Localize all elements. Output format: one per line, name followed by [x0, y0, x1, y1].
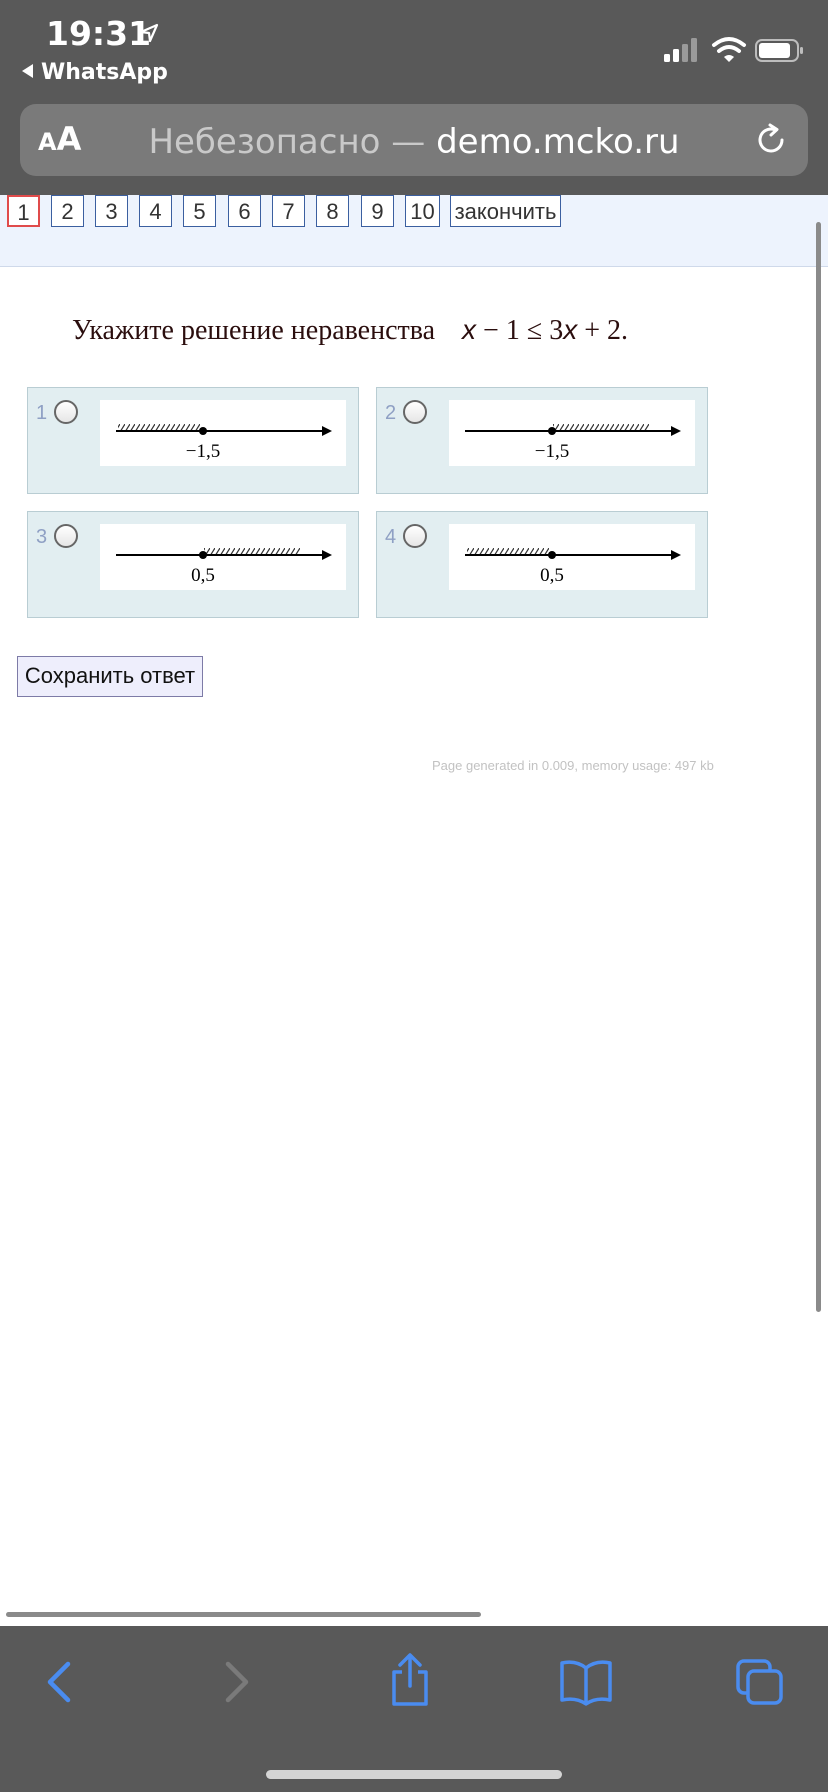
vertical-scrollbar[interactable]	[816, 222, 821, 1312]
question-link-8[interactable]: 8	[316, 195, 349, 227]
question-link-4[interactable]: 4	[139, 195, 172, 227]
tabs-icon[interactable]	[734, 1658, 786, 1706]
finish-link[interactable]: закончить	[450, 195, 561, 227]
question-link-2[interactable]: 2	[51, 195, 84, 227]
url-text[interactable]	[20, 122, 808, 162]
answer-option-4[interactable]	[376, 511, 708, 618]
question-prompt: Укажите решение неравенства	[72, 315, 436, 346]
location-arrow-icon	[138, 22, 160, 44]
reader-text-size-button[interactable]: AA	[38, 120, 82, 158]
home-indicator[interactable]	[266, 1770, 562, 1779]
horizontal-scrollbar[interactable]	[6, 1612, 481, 1617]
question-nav-strip	[0, 195, 828, 267]
share-icon[interactable]	[386, 1652, 434, 1708]
option-number: 2	[385, 402, 397, 424]
status-time: 19:31	[46, 14, 152, 53]
number-line-image	[100, 524, 346, 590]
status-icons	[662, 36, 804, 64]
question-link-7[interactable]: 7	[272, 195, 305, 227]
question-link-10[interactable]: 10	[405, 195, 440, 227]
domain-label: demo.mcko.ru	[436, 122, 680, 162]
save-answer-button[interactable]: Сохранить ответ	[17, 656, 203, 697]
back-triangle-icon	[22, 64, 33, 78]
svg-text:0,5: 0,5	[540, 565, 564, 586]
browser-bottom-toolbar	[0, 1626, 828, 1792]
browser-top-bar	[0, 0, 828, 195]
battery-icon	[756, 40, 803, 61]
svg-text:−1,5: −1,5	[185, 441, 221, 462]
cellular-signal-icon	[664, 38, 697, 62]
answer-option-1[interactable]	[27, 387, 359, 494]
forward-arrow-icon[interactable]	[216, 1658, 256, 1706]
option-radio[interactable]	[403, 524, 427, 548]
back-app-label: WhatsApp	[41, 60, 168, 85]
question-link-5[interactable]: 5	[183, 195, 216, 227]
svg-text:−1,5: −1,5	[534, 441, 570, 462]
option-number: 3	[36, 526, 48, 548]
back-arrow-icon[interactable]	[40, 1658, 80, 1706]
question-link-6[interactable]: 6	[228, 195, 261, 227]
svg-text:0,5: 0,5	[191, 565, 215, 586]
number-line-image	[100, 400, 346, 466]
answer-option-2[interactable]	[376, 387, 708, 494]
option-radio[interactable]	[54, 524, 78, 548]
number-line-image	[449, 524, 695, 590]
option-radio[interactable]	[403, 400, 427, 424]
question-text	[72, 314, 628, 347]
back-to-app-link[interactable]	[22, 60, 168, 85]
address-bar[interactable]	[20, 104, 808, 176]
wifi-icon	[714, 39, 744, 62]
inequality-formula: x − 1 ≤ 3x + 2.	[462, 314, 628, 346]
option-number: 4	[385, 526, 397, 548]
bookmarks-icon[interactable]	[558, 1658, 614, 1706]
option-number: 1	[36, 402, 48, 424]
answer-option-3[interactable]	[27, 511, 359, 618]
number-line-image	[449, 400, 695, 466]
question-link-3[interactable]: 3	[95, 195, 128, 227]
option-radio[interactable]	[54, 400, 78, 424]
insecure-label: Небезопасно —	[148, 122, 437, 162]
question-link-1[interactable]: 1	[7, 195, 40, 227]
reload-icon[interactable]	[754, 122, 790, 158]
page-generation-note: Page generated in 0.009, memory usage: 497 kb	[432, 758, 714, 773]
question-link-9[interactable]: 9	[361, 195, 394, 227]
